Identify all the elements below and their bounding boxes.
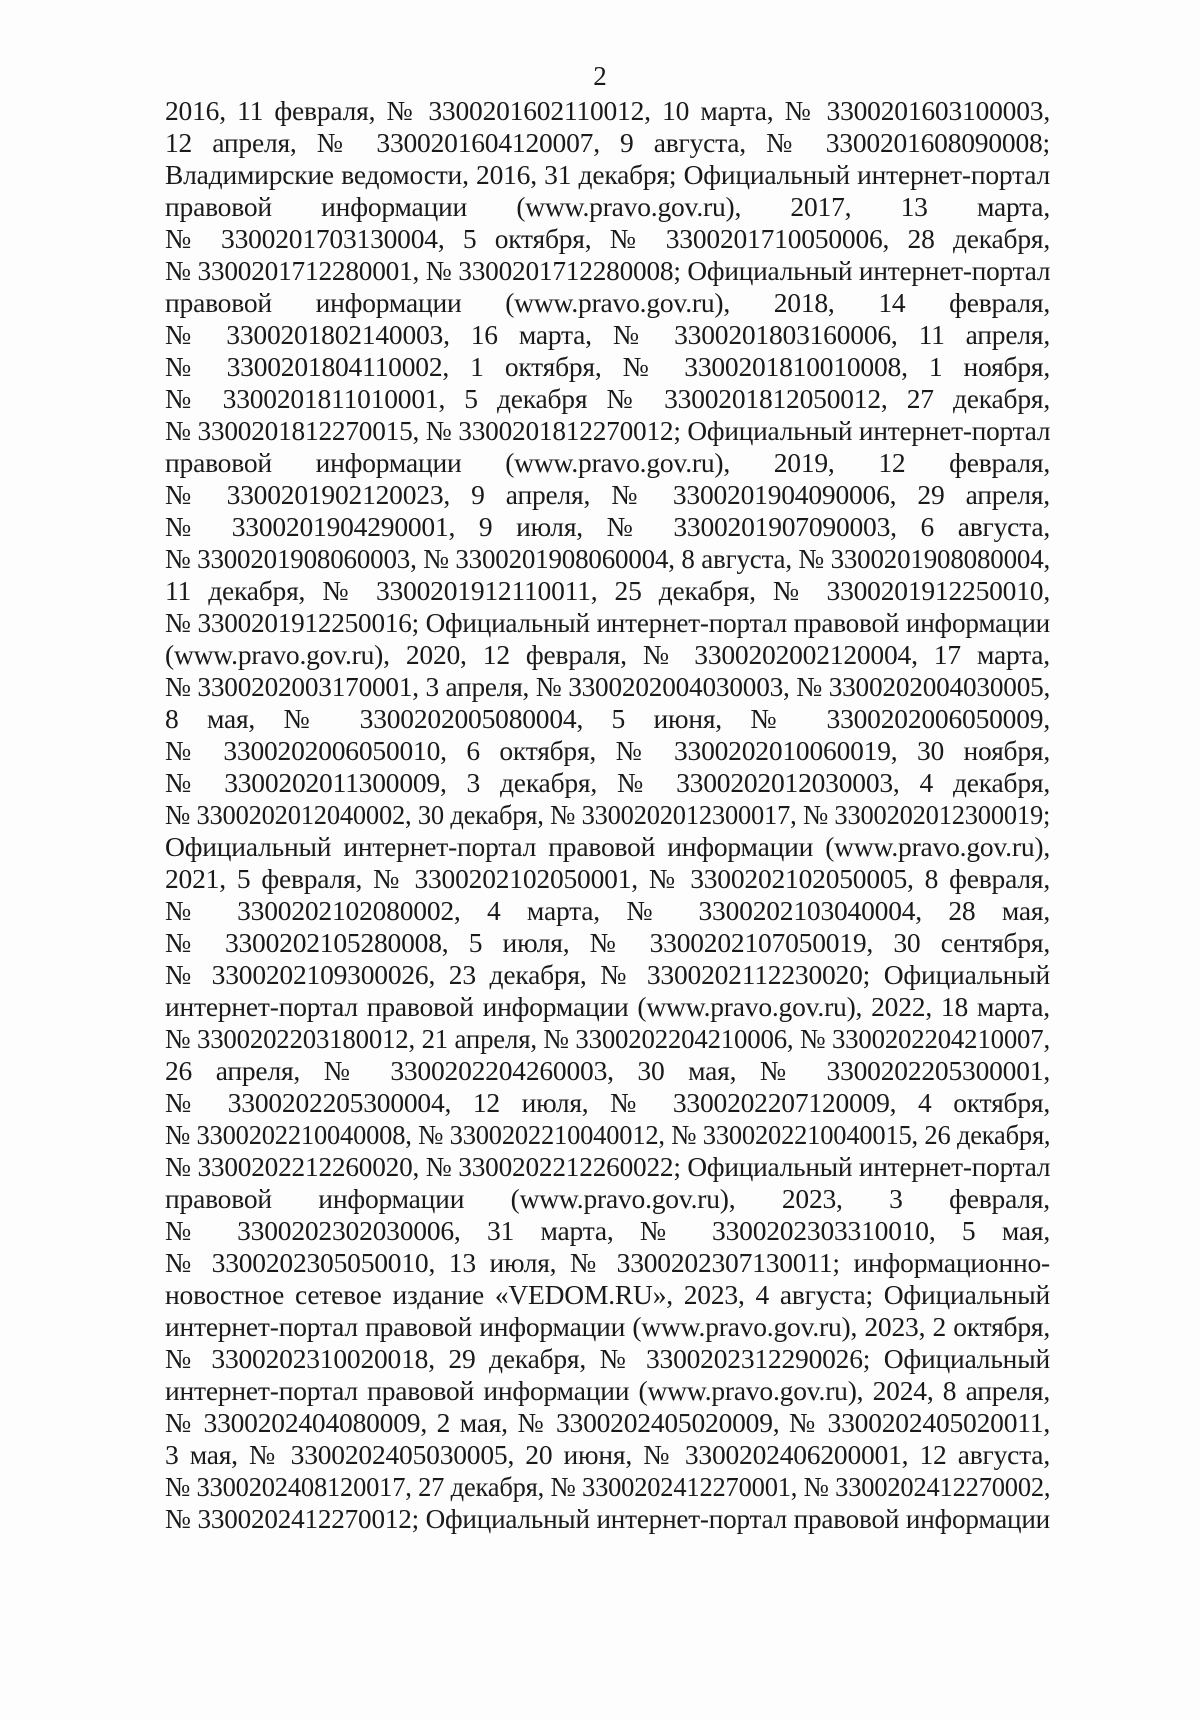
text-line: 8 мая, № 3300202005080004, 5 июня, № 3300202006050009, [165, 703, 1050, 734]
text-line: интернет-портал правовой информации (www.pravo.gov.ru), 2023, 2 октября, [165, 1311, 1050, 1342]
text-line: № 3300202305050010, 13 июля, № 3300202307130011; информационно- [165, 1247, 1050, 1278]
text-line: правовой информации (www.pravo.gov.ru), 2017, 13 марта, [165, 191, 1050, 222]
text-line: № 3300201712280001, № 3300201712280008; Официальный интернет-портал [165, 255, 1051, 286]
text-line: № 3300201802140003, 16 марта, № 3300201803160006, 11 апреля, [165, 319, 1050, 350]
text-line: № 3300201908060003, № 3300201908060004, 8 августа, № 3300201908080004, [165, 543, 1051, 574]
text-line: № 3300202006050010, 6 октября, № 3300202010060019, 30 ноября, [165, 735, 1050, 766]
text-line: Официальный интернет-портал правовой информации (www.pravo.gov.ru), [165, 831, 1050, 862]
text-line: Владимирские ведомости, 2016, 31 декабря; Официальный интернет-портал [165, 159, 1050, 190]
text-line: (www.pravo.gov.ru), 2020, 12 февраля, № 3300202002120004, 17 марта, [165, 639, 1050, 670]
text-line: 2016, 11 февраля, № 3300201602110012, 10 марта, № 3300201603100003, [165, 95, 1050, 126]
text-line: правовой информации (www.pravo.gov.ru), 2019, 12 февраля, [165, 447, 1050, 478]
text-line: № 3300202109300026, 23 декабря, № 3300202112230020; Официальный [165, 959, 1050, 990]
text-line: № 3300201811010001, 5 декабря № 3300201812050012, 27 декабря, [165, 383, 1050, 414]
text-line: правовой информации (www.pravo.gov.ru), 2023, 3 февраля, [165, 1183, 1050, 1214]
text-line: № 3300202012040002, 30 декабря, № 3300202012300017, № 3300202012300019; [165, 799, 1051, 830]
text-line: № 3300201703130004, 5 октября, № 3300201710050006, 28 декабря, [165, 223, 1050, 254]
text-line: № 3300201812270015, № 3300201812270012; Официальный интернет-портал [165, 415, 1051, 446]
text-line: интернет-портал правовой информации (www.pravo.gov.ru), 2024, 8 апреля, [165, 1375, 1050, 1406]
page-number: 2 [593, 61, 607, 91]
text-line: 11 декабря, № 3300201912110011, 25 декабря, № 3300201912250010, [165, 575, 1050, 606]
text-line: № 3300202412270012; Официальный интернет-портал правовой информации [165, 1503, 1050, 1534]
text-line: 3 мая, № 3300202405030005, 20 июня, № 3300202406200001, 12 августа, [165, 1439, 1050, 1470]
text-line: 12 апреля, № 3300201604120007, 9 августа, № 3300201608090008; [165, 127, 1050, 158]
text-line: № 3300202310020018, 29 декабря, № 3300202312290026; Официальный [165, 1343, 1050, 1374]
text-line: 26 апреля, № 3300202204260003, 30 мая, № 3300202205300001, [165, 1055, 1050, 1086]
text-line: № 3300202205300004, 12 июля, № 3300202207120009, 4 октября, [165, 1087, 1050, 1118]
text-line: № 3300201904290001, 9 июля, № 3300201907090003, 6 августа, [165, 511, 1050, 542]
text-line: правовой информации (www.pravo.gov.ru), 2018, 14 февраля, [165, 287, 1050, 318]
text-line: 2021, 5 февраля, № 3300202102050001, № 3300202102050005, 8 февраля, [165, 863, 1050, 894]
text-line: № 3300202003170001, 3 апреля, № 3300202004030003, № 3300202004030005, [165, 671, 1051, 702]
text-line: № 3300202302030006, 31 марта, № 3300202303310010, 5 мая, [165, 1215, 1050, 1246]
text-line: № 3300202404080009, 2 мая, № 3300202405020009, № 3300202405020011, [165, 1407, 1050, 1438]
text-line: № 3300201804110002, 1 октября, № 3300201810010008, 1 ноября, [165, 351, 1050, 382]
text-line: № 3300202210040008, № 3300202210040012, № 3300202210040015, 26 декабря, [165, 1119, 1051, 1150]
text-line: новостное сетевое издание «VEDOM.RU», 2023, 4 августа; Официальный [165, 1279, 1050, 1310]
text-line: № 3300202212260020, № 3300202212260022; Официальный интернет-портал [165, 1151, 1051, 1182]
text-line: интернет-портал правовой информации (www.pravo.gov.ru), 2022, 18 марта, [165, 991, 1050, 1022]
text-line: № 3300202011300009, 3 декабря, № 3300202012030003, 4 декабря, [165, 767, 1050, 798]
text-line: № 3300202105280008, 5 июля, № 3300202107050019, 30 сентября, [165, 927, 1050, 958]
document-body [165, 95, 1050, 1535]
text-line: № 3300201902120023, 9 апреля, № 3300201904090006, 29 апреля, [165, 479, 1050, 510]
text-line: № 3300202102080002, 4 марта, № 3300202103040004, 28 мая, [165, 895, 1050, 926]
text-line: № 3300202203180012, 21 апреля, № 3300202204210006, № 3300202204210007, [165, 1023, 1050, 1054]
text-line: № 3300202408120017, 27 декабря, № 3300202412270001, № 3300202412270002, [165, 1471, 1051, 1502]
text-line: № 3300201912250016; Официальный интернет-портал правовой информации [165, 607, 1050, 638]
